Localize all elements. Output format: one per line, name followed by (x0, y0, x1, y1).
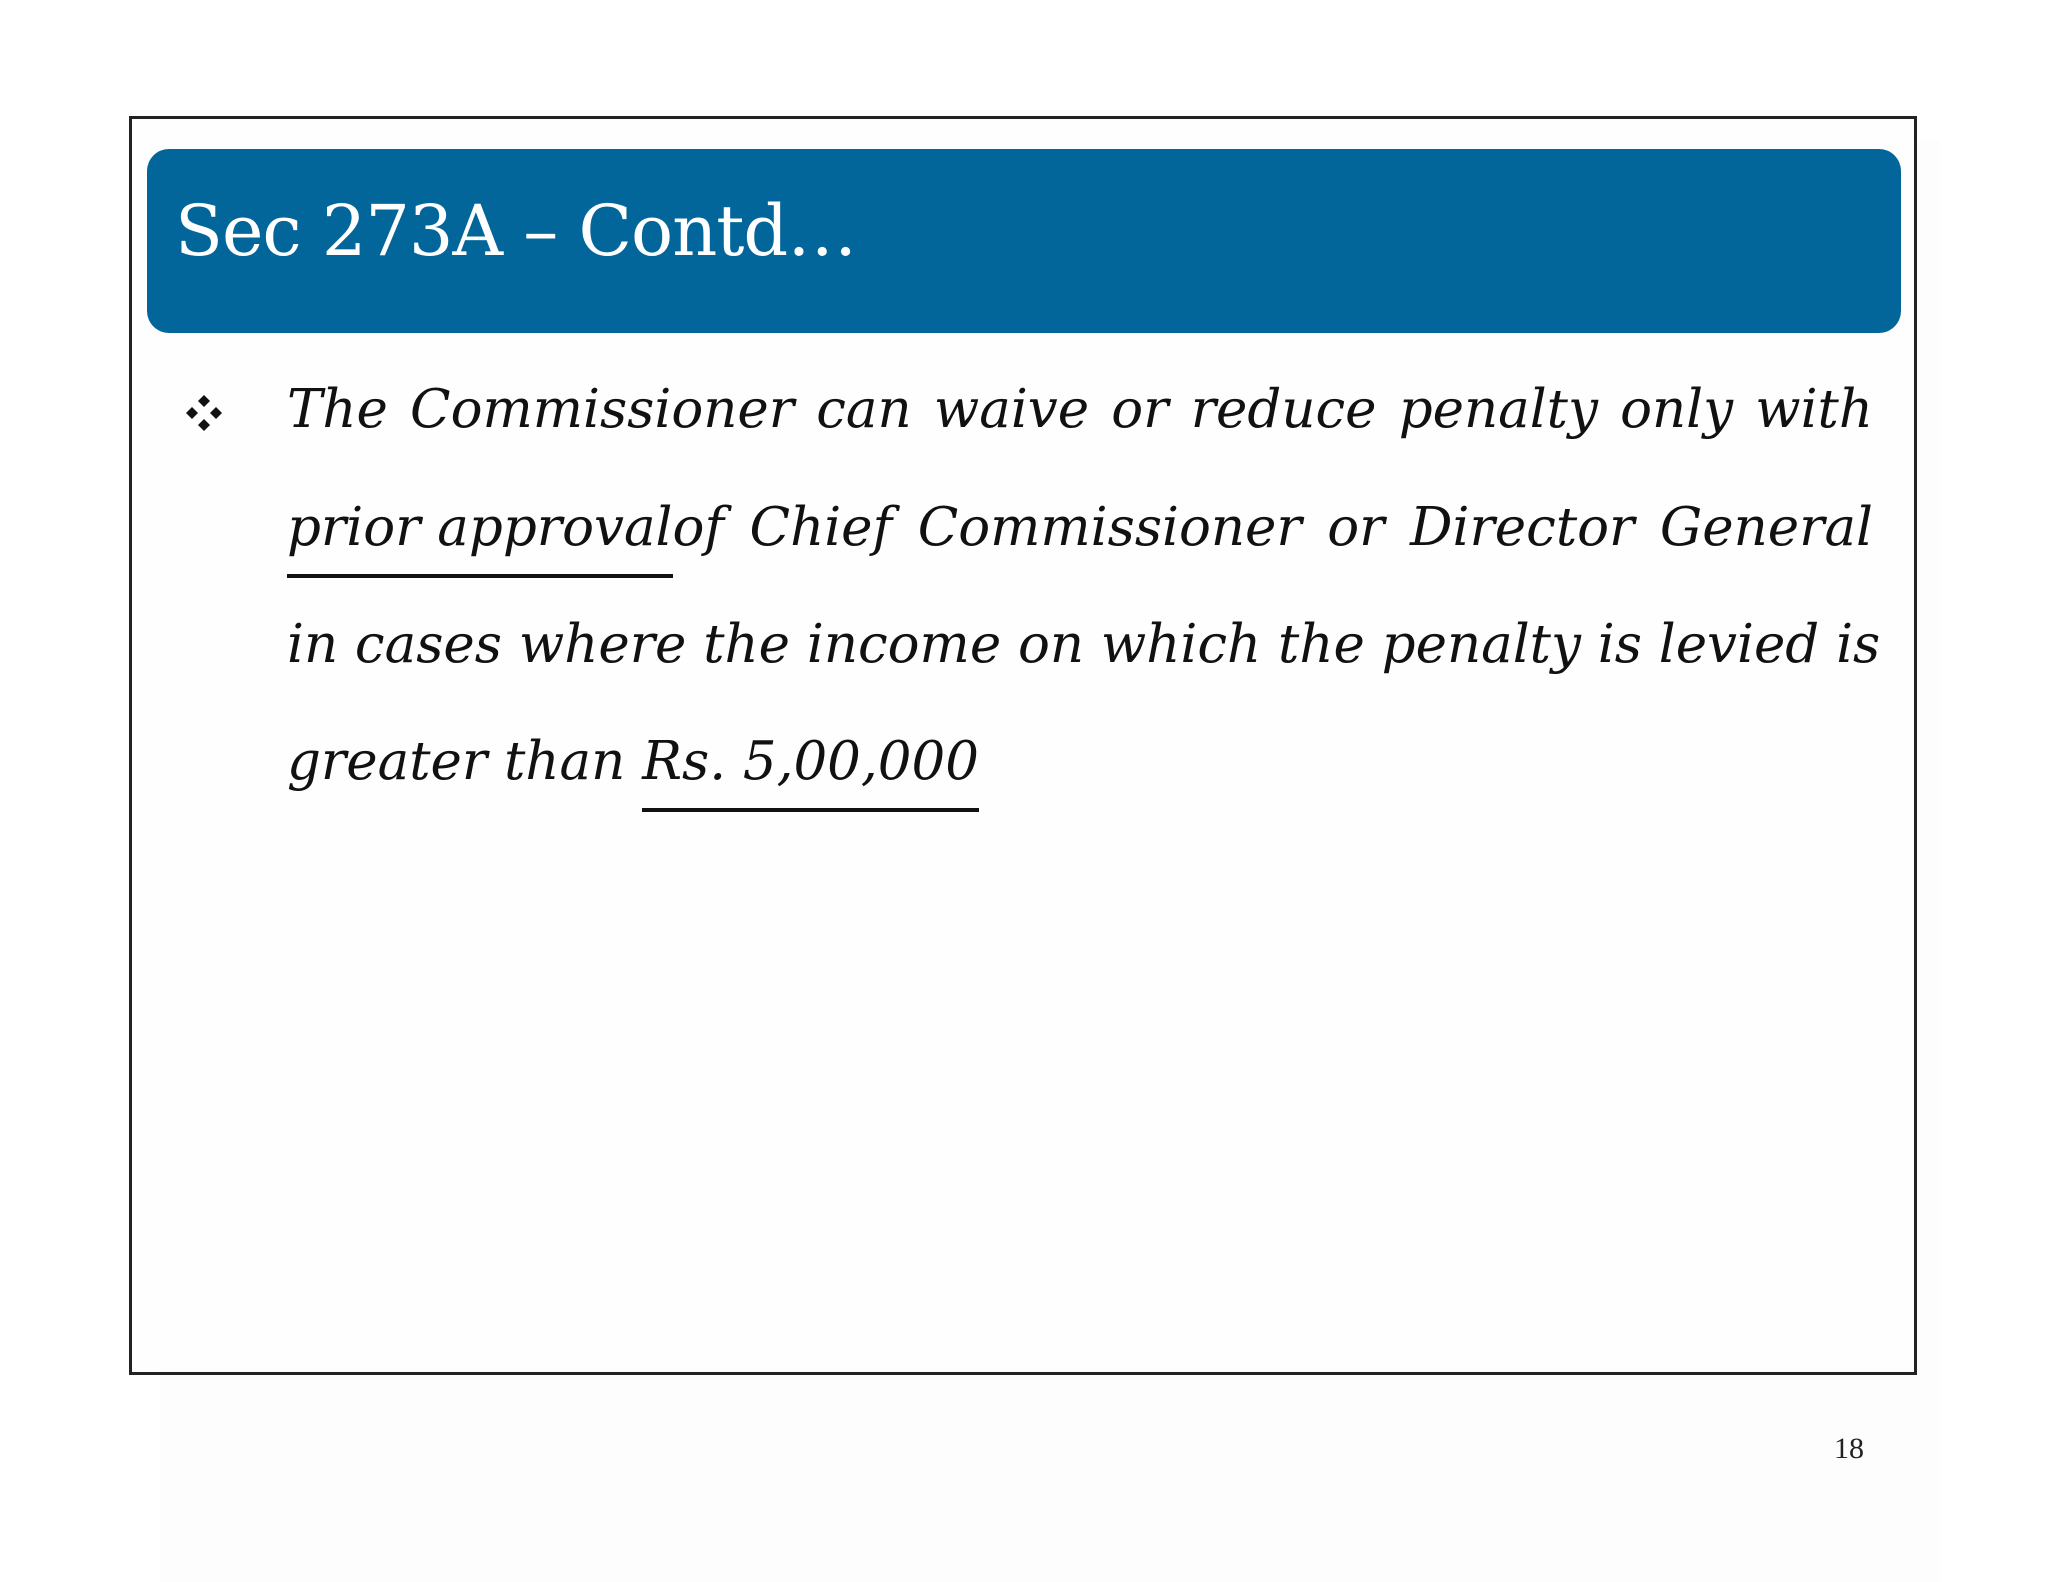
page-number: 18 (1834, 1432, 1864, 1465)
body-line-3: in cases where the income on which the penalty is levied is (287, 614, 1881, 675)
underlined-prior-approval: prior approval (287, 496, 673, 578)
body-line-4 (287, 727, 1873, 812)
body-line-2-rest: of Chief Commissioner or Director General (672, 497, 1873, 558)
body-line-4-lead: greater than (287, 731, 643, 792)
underlined-amount: Rs. 5,00,000 (642, 730, 979, 812)
diamond-bullet-icon (184, 393, 224, 433)
body-line-1: The Commissioner can waive or reduce penalty only with (287, 379, 1873, 440)
body-line-2 (287, 493, 1873, 578)
slide-title: Sec 273A – Contd… (175, 190, 857, 272)
